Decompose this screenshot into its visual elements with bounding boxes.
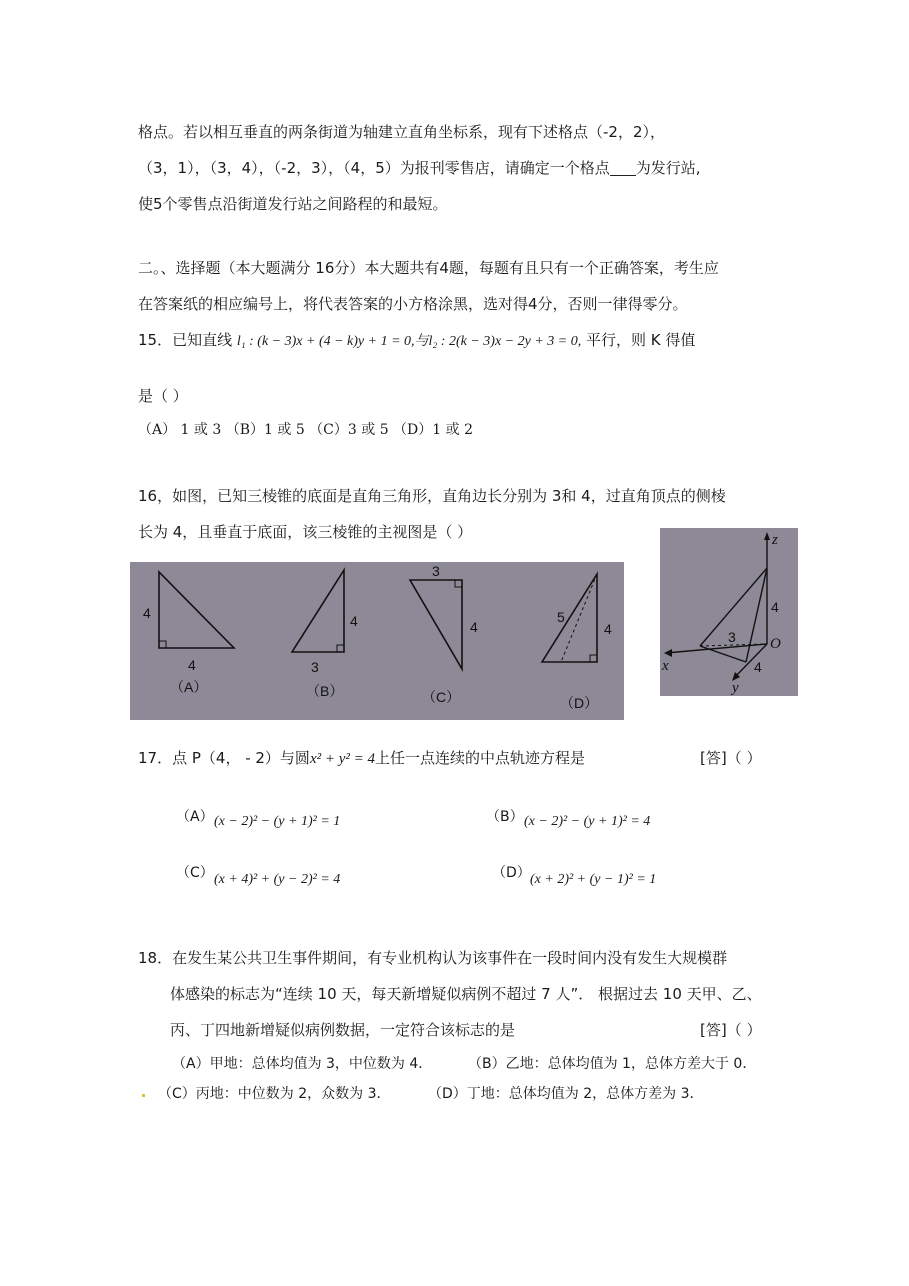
label-height: 4 bbox=[771, 599, 779, 615]
q17-option-c: (x + 4)² + (y − 2)² = 4 bbox=[214, 872, 341, 887]
right-angle-mark bbox=[590, 655, 597, 662]
label-d-slant: 5 bbox=[557, 609, 565, 625]
label-a-height: 4 bbox=[143, 605, 151, 621]
right-angle-mark bbox=[337, 645, 344, 652]
label-origin: O bbox=[770, 636, 781, 652]
triangle-b bbox=[292, 570, 344, 652]
hidden-edge bbox=[561, 574, 597, 662]
section-heading: 二。、选择题（本大题满分 16分）本大题共有4题，每题有且只有一个正确答案，考生应 bbox=[138, 259, 719, 277]
text-line: 格点。若以相互垂直的两条街道为轴建立直角坐标系，现有下述格点（-2，2）， bbox=[138, 123, 666, 141]
q15-options: （A） 1 或 3 （B）1 或 5 （C）3 或 5 （D）1 或 2 bbox=[138, 422, 473, 438]
caption-a: （A） bbox=[170, 679, 208, 695]
label-b-height: 4 bbox=[350, 613, 358, 629]
q18-option-b: （B）乙地：总体均值为 1，总体方差大于 0． bbox=[468, 1056, 757, 1072]
q17-option-a: (x − 2)² − (y + 1)² = 1 bbox=[214, 814, 341, 829]
q17-option-d: (x + 2)² + (y − 1)² = 1 bbox=[530, 872, 657, 887]
q17-option-d-label: （D） bbox=[492, 865, 531, 881]
text-line bbox=[138, 158, 701, 178]
label-c-height: 4 bbox=[470, 619, 478, 635]
pyramid-figure bbox=[660, 528, 798, 696]
label-d-height: 4 bbox=[604, 621, 612, 637]
q15-eq2: 与l₂ : 2(k − 3)x − 2y + 3 = 0, bbox=[414, 334, 582, 349]
label-x: x bbox=[662, 658, 669, 674]
label-leg-3: 3 bbox=[728, 629, 736, 645]
q18-option-c: （C）丙地：中位数为 2，众数为 3． bbox=[158, 1086, 391, 1102]
question-18-cont: 体感染的标志为“连续 10 天，每天新增疑似病例不超过 7 人”． 根据过去 10 天甲、乙、 bbox=[170, 985, 762, 1003]
label-leg-4: 4 bbox=[754, 659, 762, 675]
triangle-d bbox=[542, 574, 597, 662]
text-span: 为发行站, bbox=[635, 159, 701, 177]
question-18-cont: 丙、丁四地新增疑似病例数据，一定符合该标志的是 bbox=[170, 1021, 516, 1039]
question-18: 18．在发生某公共卫生事件期间，有专业机构认为该事件在一段时间内没有发生大规模群 bbox=[138, 949, 728, 967]
caption-b: （B） bbox=[306, 683, 344, 699]
q17-option-c-label: （C） bbox=[176, 865, 214, 881]
label-y: y bbox=[732, 680, 739, 696]
section-heading: 在答案纸的相应编号上，将代表答案的小方格涂黑，选对得4分，否则一律得零分。 bbox=[138, 295, 688, 313]
q18-option-d: （D）丁地：总体均值为 2，总体方差为 3． bbox=[428, 1086, 704, 1102]
text-span: （3，1），（3，4），（-2，3），（4，5）为报刊零售店，请确定一个格点 bbox=[138, 159, 610, 177]
caption-d: （D） bbox=[560, 695, 599, 711]
q18-answer: [答]（ ） bbox=[700, 1021, 762, 1039]
question-15 bbox=[138, 330, 695, 352]
q17-prefix: 17．点 P（4， - 2）与圆 bbox=[138, 749, 310, 767]
label-c-top: 3 bbox=[432, 563, 440, 579]
q17-option-a-label: （A） bbox=[176, 809, 214, 825]
q17-option-b: (x − 2)² − (y + 1)² = 4 bbox=[524, 814, 651, 829]
q15-prefix: 15．已知直线 bbox=[138, 331, 233, 349]
y-axis bbox=[734, 644, 767, 678]
text-line: 使5个零售点沿街道发行站之间路程的和最短。 bbox=[138, 195, 448, 213]
q15-eq1: l₁ : (k − 3)x + (4 − k)y + 1 = 0, bbox=[236, 334, 415, 349]
z-arrow-icon bbox=[764, 532, 770, 540]
q15-suffix: 平行，则 K 得值 bbox=[586, 331, 696, 349]
question-16-cont: 长为 4，且垂直于底面，该三棱锥的主视图是（ ） bbox=[138, 523, 473, 541]
caption-c: （C） bbox=[422, 689, 461, 705]
question-17 bbox=[138, 748, 585, 769]
triangle-c bbox=[410, 580, 462, 669]
answer-blank bbox=[610, 161, 636, 176]
q17-option-b-label: （B） bbox=[486, 809, 524, 825]
q18-option-a: （A）甲地：总体均值为 3，中位数为 4． bbox=[172, 1056, 433, 1072]
triangle-a bbox=[159, 572, 234, 648]
q15-cont: 是（ ） bbox=[138, 387, 188, 405]
q17-circle: x² + y² = 4 bbox=[309, 751, 375, 767]
q17-answer: [答]（ ） bbox=[700, 749, 762, 767]
right-angle-mark bbox=[455, 580, 462, 587]
label-b-base: 3 bbox=[311, 659, 319, 675]
question-16: 16，如图，已知三棱锥的底面是直角三角形，直角边长分别为 3和 4，过直角顶点的侧棱 bbox=[138, 487, 726, 505]
stray-mark bbox=[142, 1094, 145, 1097]
right-angle-mark bbox=[159, 641, 166, 648]
x-arrow-icon bbox=[664, 649, 672, 657]
q17-suffix: 上任一点连续的中点轨迹方程是 bbox=[375, 749, 586, 767]
label-z: z bbox=[772, 532, 778, 548]
label-a-base: 4 bbox=[188, 657, 196, 673]
choices-figure bbox=[130, 562, 624, 720]
